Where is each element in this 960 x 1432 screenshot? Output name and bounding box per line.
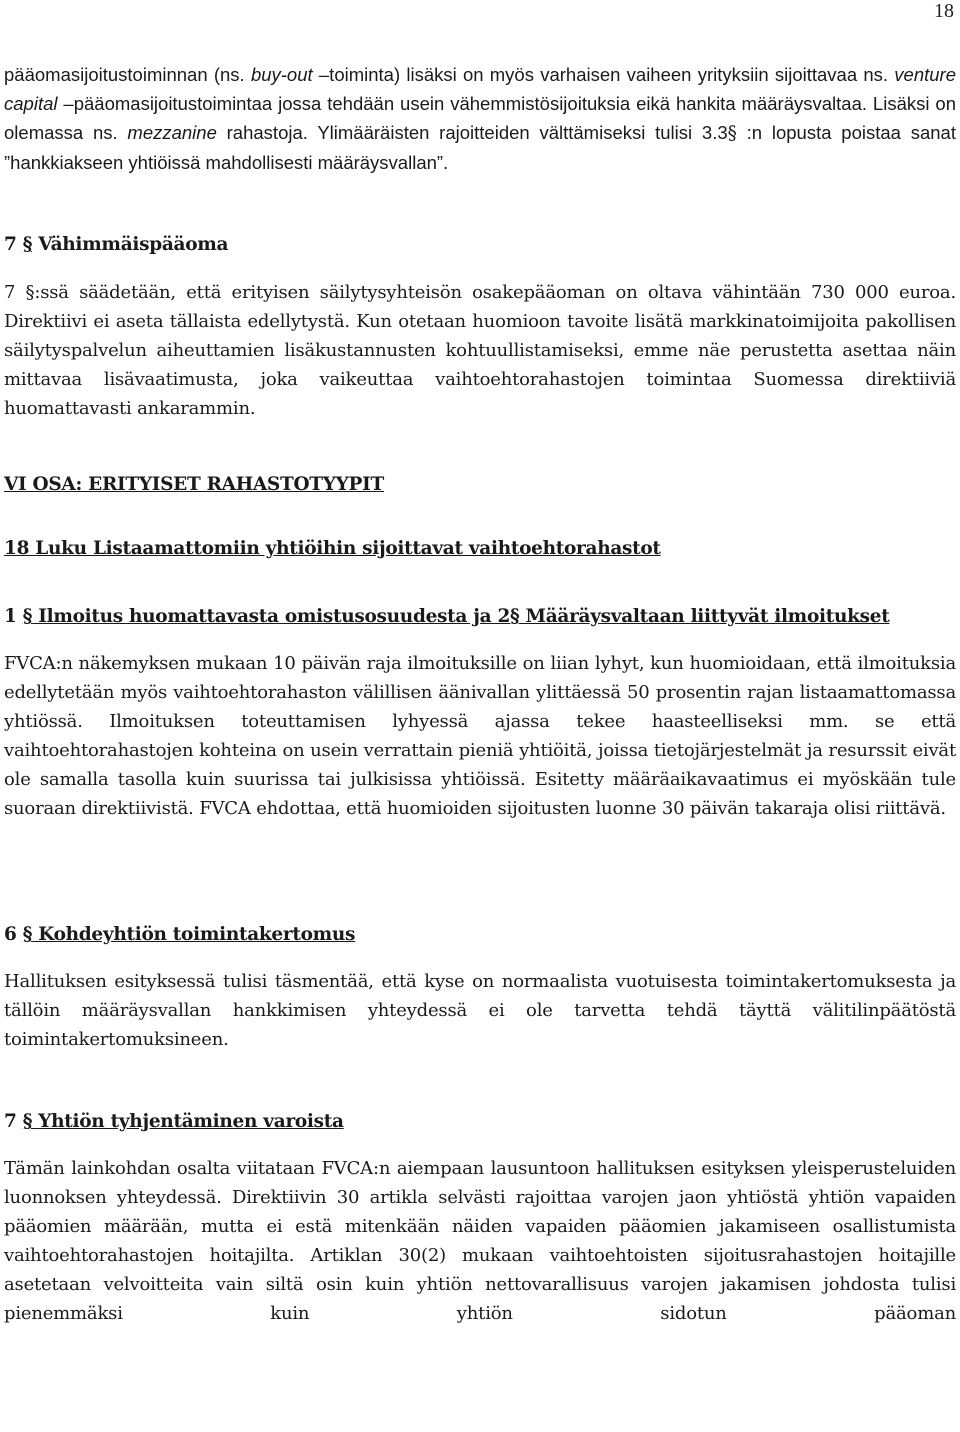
section-body-tyhjentaminen: Tämän lainkohdan osalta viitataan FVCA:n aiempaan lausuntoon hallituksen esityksen yleisperusteluiden luonnoksen yhteydessä. Direktiivin 30 artikla selvästi rajoittaa varojen jaon yhtiöstä yhtiön vapaiden pääomien määrään, mutta ei estä mitenkään näiden vapaiden pääomien jakamiseen osallistumista vaihtoehtorahastojen hoitajilta. Artiklan 30(2) mukaan vaihtoehtoisten sijoitusrahastojen hoitajille asetetaan velvoitteita vain siltä osin kuin yhtiön nettovarallisuus varojen jakamisen johdosta tulisi pienemmäksi kuin yhtiön sidotun pääoman (4, 1158, 956, 1324)
page-number: 18 (934, 0, 954, 22)
section-heading-toimintakertomus: 6 § Kohdeyhtiön toimintakertomus (4, 924, 356, 945)
document-body (4, 60, 956, 1328)
section-heading-tyhjentaminen: 7 § Yhtiön tyhjentäminen varoista (4, 1111, 344, 1132)
section-body-toimintakertomus: Hallituksen esityksessä tulisi täsmentää, että kyse on normaalista vuotuisesta toimintakertomuksesta ja tällöin määräysvallan hankkimisen yhteydessä ei ole tarvetta tehdä täyttä välitilinpäätöstä toimintakertomuksineen. (4, 971, 956, 1050)
section-body-vahimmaispaaoma: 7 §:ssä säädetään, että erityisen säilytysyhteisön osakepääoman on oltava vähintään 730 000 euroa. Direktiivi ei aseta tällaista edellytystä. Kun otetaan huomioon tavoite lisätä markkinatoimijoita pakollisen säilytyspalvelun aiheuttamien lisäkustannusten kohtuullistamiseksi, emme näe perustetta asettaa näin mittavaa lisävaatimusta, joka vaikeuttaa vaihtoehtorahastojen toimintaa Suomessa direktiiviä huomattavasti ankarammin. (4, 282, 956, 419)
part-heading: VI OSA: ERITYISET RAHASTOTYYPIT (4, 474, 384, 495)
chapter-heading: 18 Luku Listaamattomiin yhtiöihin sijoittavat vaihtoehtorahastot (4, 538, 661, 559)
section-body-ilmoitukset: FVCA:n näkemyksen mukaan 10 päivän raja ilmoituksille on liian lyhyt, kun huomioidaan, että ilmoituksia edellytetään myös vaihtoehtorahaston välillisen äänivallan ylittäessä 50 prosentin rajan listaamattomassa yhtiössä. Ilmoituksen toteuttamisen lyhyessä ajassa tekee haasteelliseksi mm. se että vaihtoehtorahastojen kohteina on usein verrattain pieniä yhtiöitä, joissa tietojärjestelmät ja resurssit eivät ole samalla tasolla kuin suurissa tai julkisissa yhtiöissä. Esitetty määräaikavaatimus ei myöskään tule suoraan direktiivistä. FVCA ehdottaa, että huomioiden sijoitusten luonne 30 päivän takaraja olisi riittävä. (4, 653, 956, 819)
section-heading-vahimmaispaaoma: 7 § Vähimmäispääoma (4, 234, 229, 255)
intro-paragraph: pääomasijoitustoiminnan (ns. buy-out –toiminta) lisäksi on myös varhaisen vaiheen yrityksiin sijoittavaa ns. venture capital –pääomasijoitustoimintaa jossa tehdään usein vähemmistösijoituksia eikä hankita määräysvaltaa. Lisäksi on olemassa ns. mezzanine rahastoja. Ylimääräisten rajoitteiden välttämiseksi tulisi 3.3§ :n lopusta poistaa sanat ”hankkiakseen yhtiöissä mahdollisesti määräysvallan”. (4, 64, 956, 173)
section-heading-ilmoitukset: 1 § Ilmoitus huomattavasta omistusosuudesta ja 2§ Määräysvaltaan liittyvät ilmoitukset (4, 606, 890, 627)
